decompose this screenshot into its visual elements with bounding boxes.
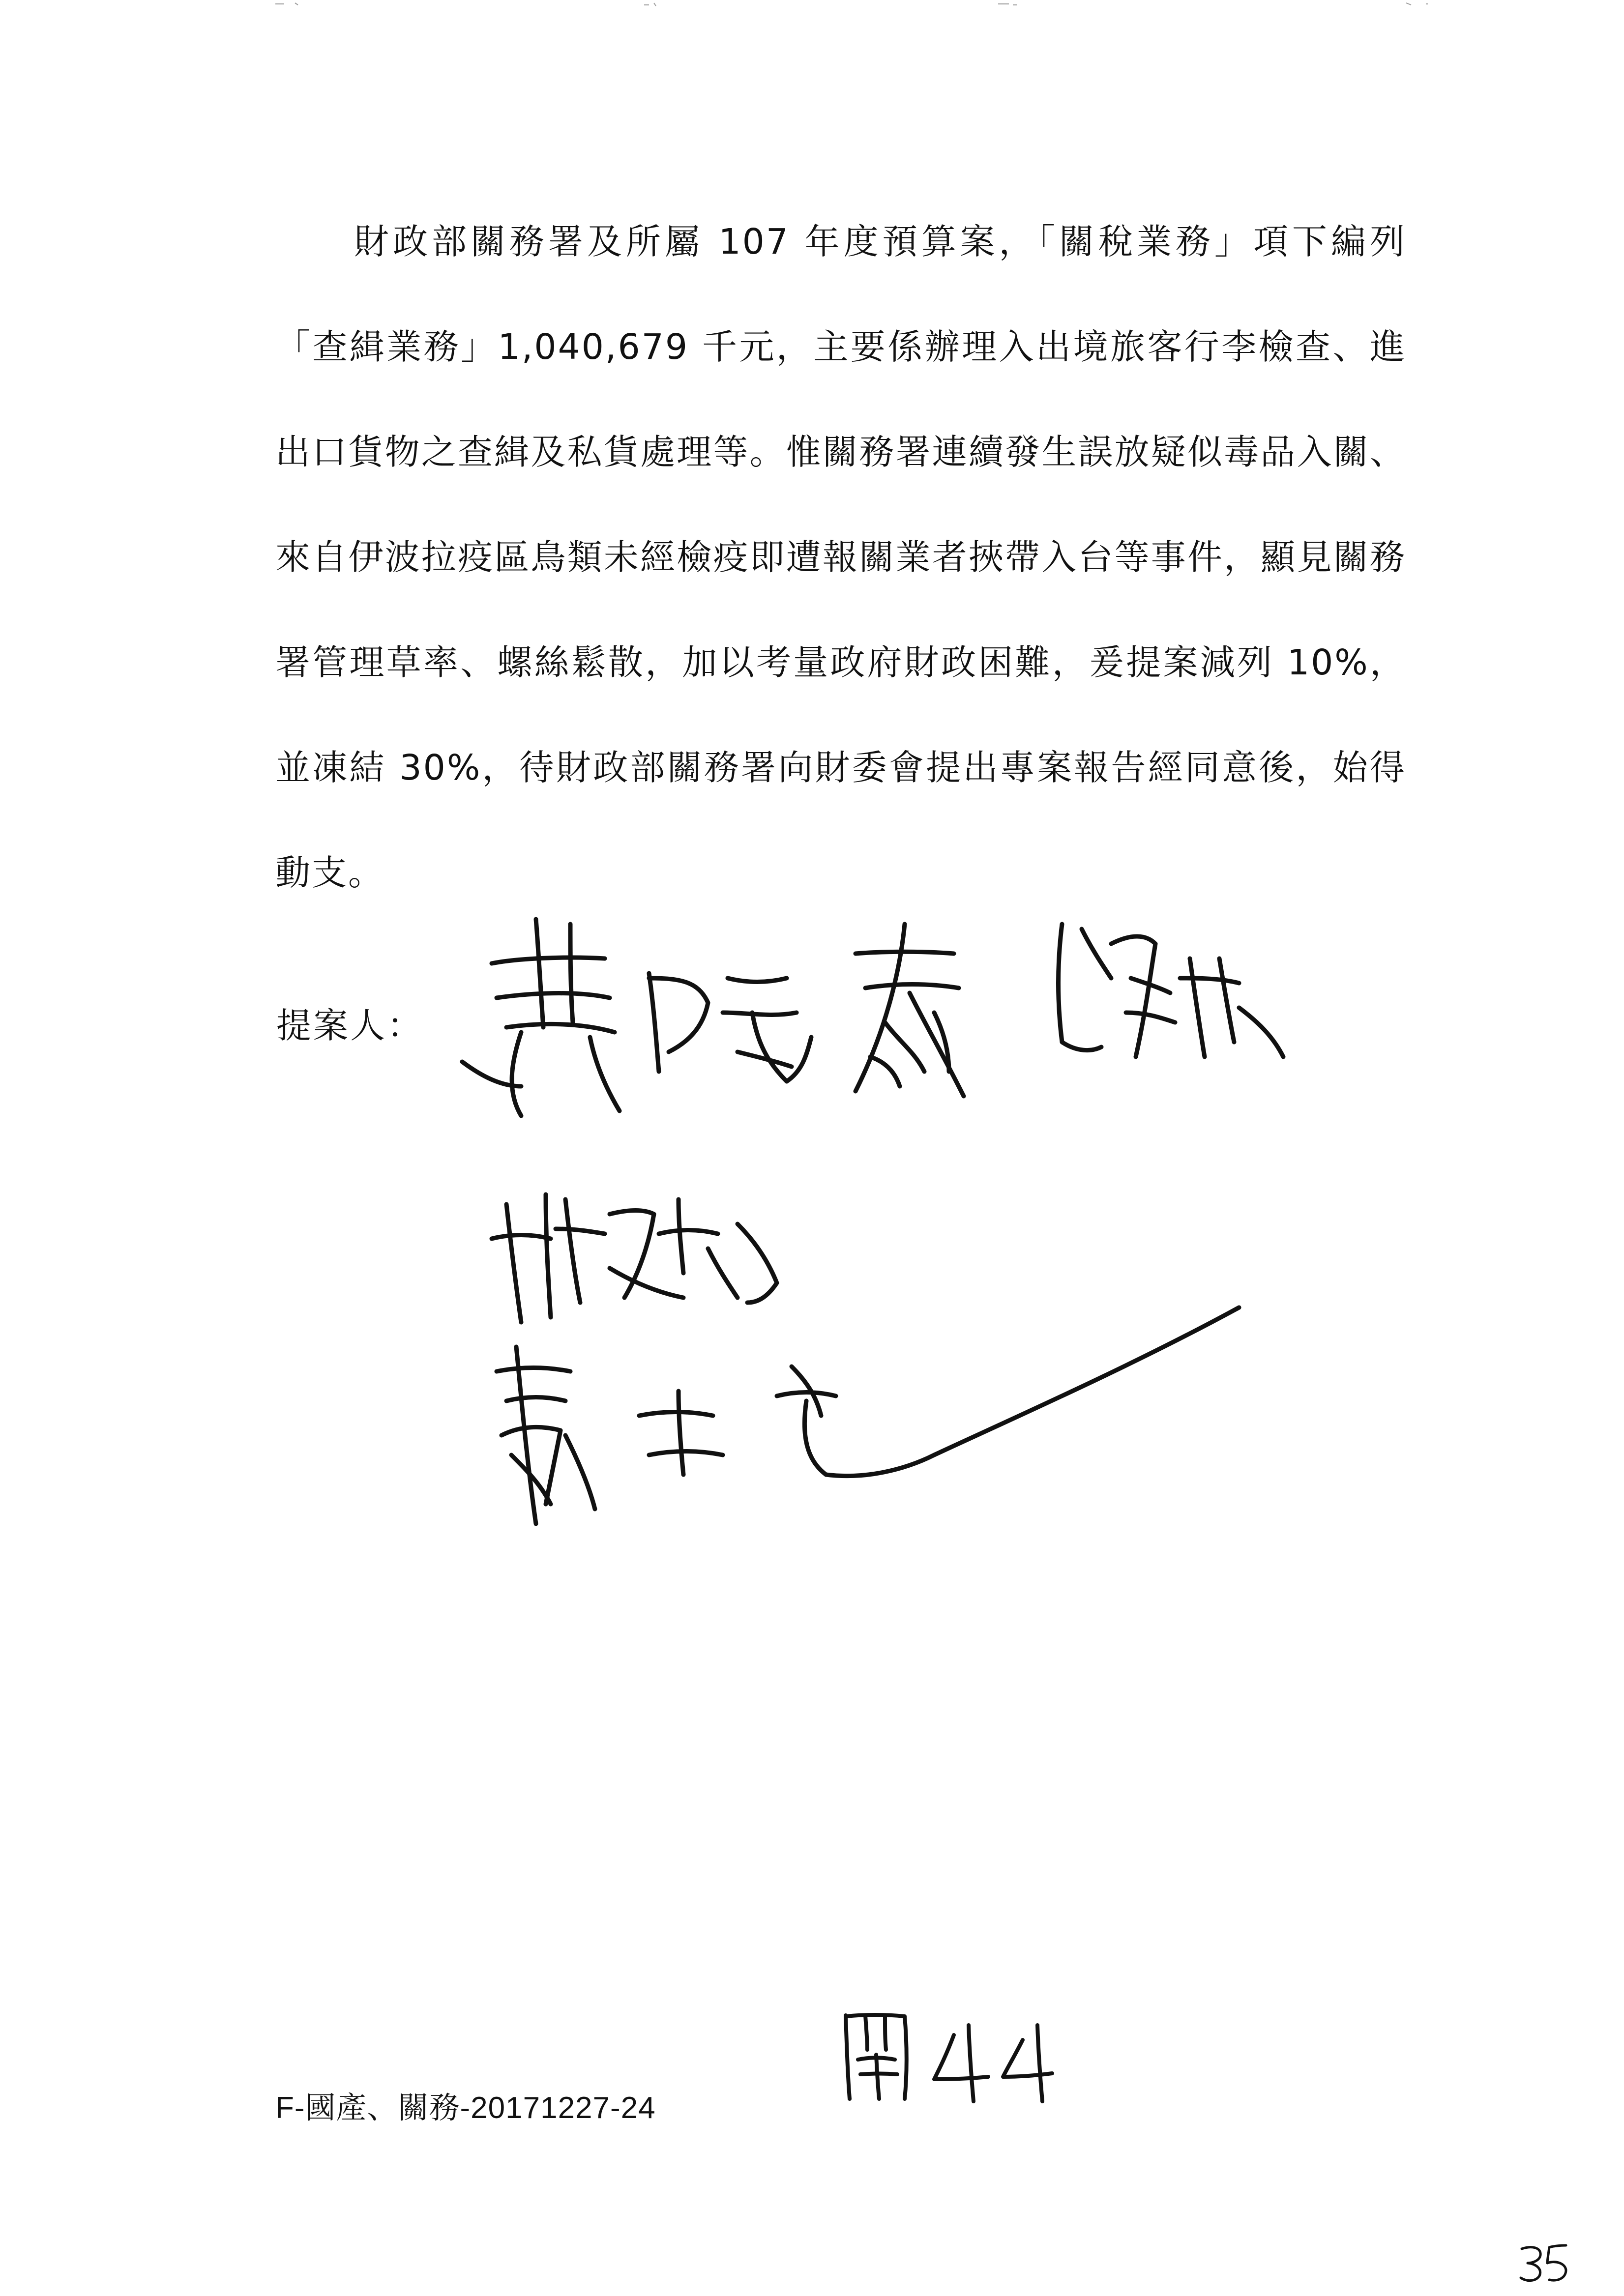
signature-1 (462, 919, 811, 1116)
signature-5 (497, 1308, 1239, 1524)
scan-marks (0, 0, 1624, 29)
proposer-label: 提案人： (276, 1005, 424, 1046)
proposal-body-text: 財政部關務署及所屬 107 年度預算案，「關稅業務」項下編列「查緝業務」1,040,679 千元，主要係辦理入出境旅客行李檢查、進出口貨物之查緝及私貨處理等。惟關務署連續發生誤放疑似毒品入關、來自伊波拉疫區鳥類未經檢疫即遭報關業者挾帶入台等事件，顯見關務署管理草率、螺絲鬆散，加以考量政府財政困難，爰提案減列 10%，並凍結 30%，待財政部關務署向財委會提出專案報告經同意後，始得動支。 (275, 221, 1406, 893)
signature-4 (492, 1194, 777, 1322)
signature-2 (856, 924, 964, 1096)
page-number (1517, 2241, 1576, 2286)
handwritten-mark (836, 2005, 1062, 2104)
signature-3 (1059, 924, 1284, 1057)
document-code: F-國產、關務-20171227-24 (275, 2091, 656, 2125)
